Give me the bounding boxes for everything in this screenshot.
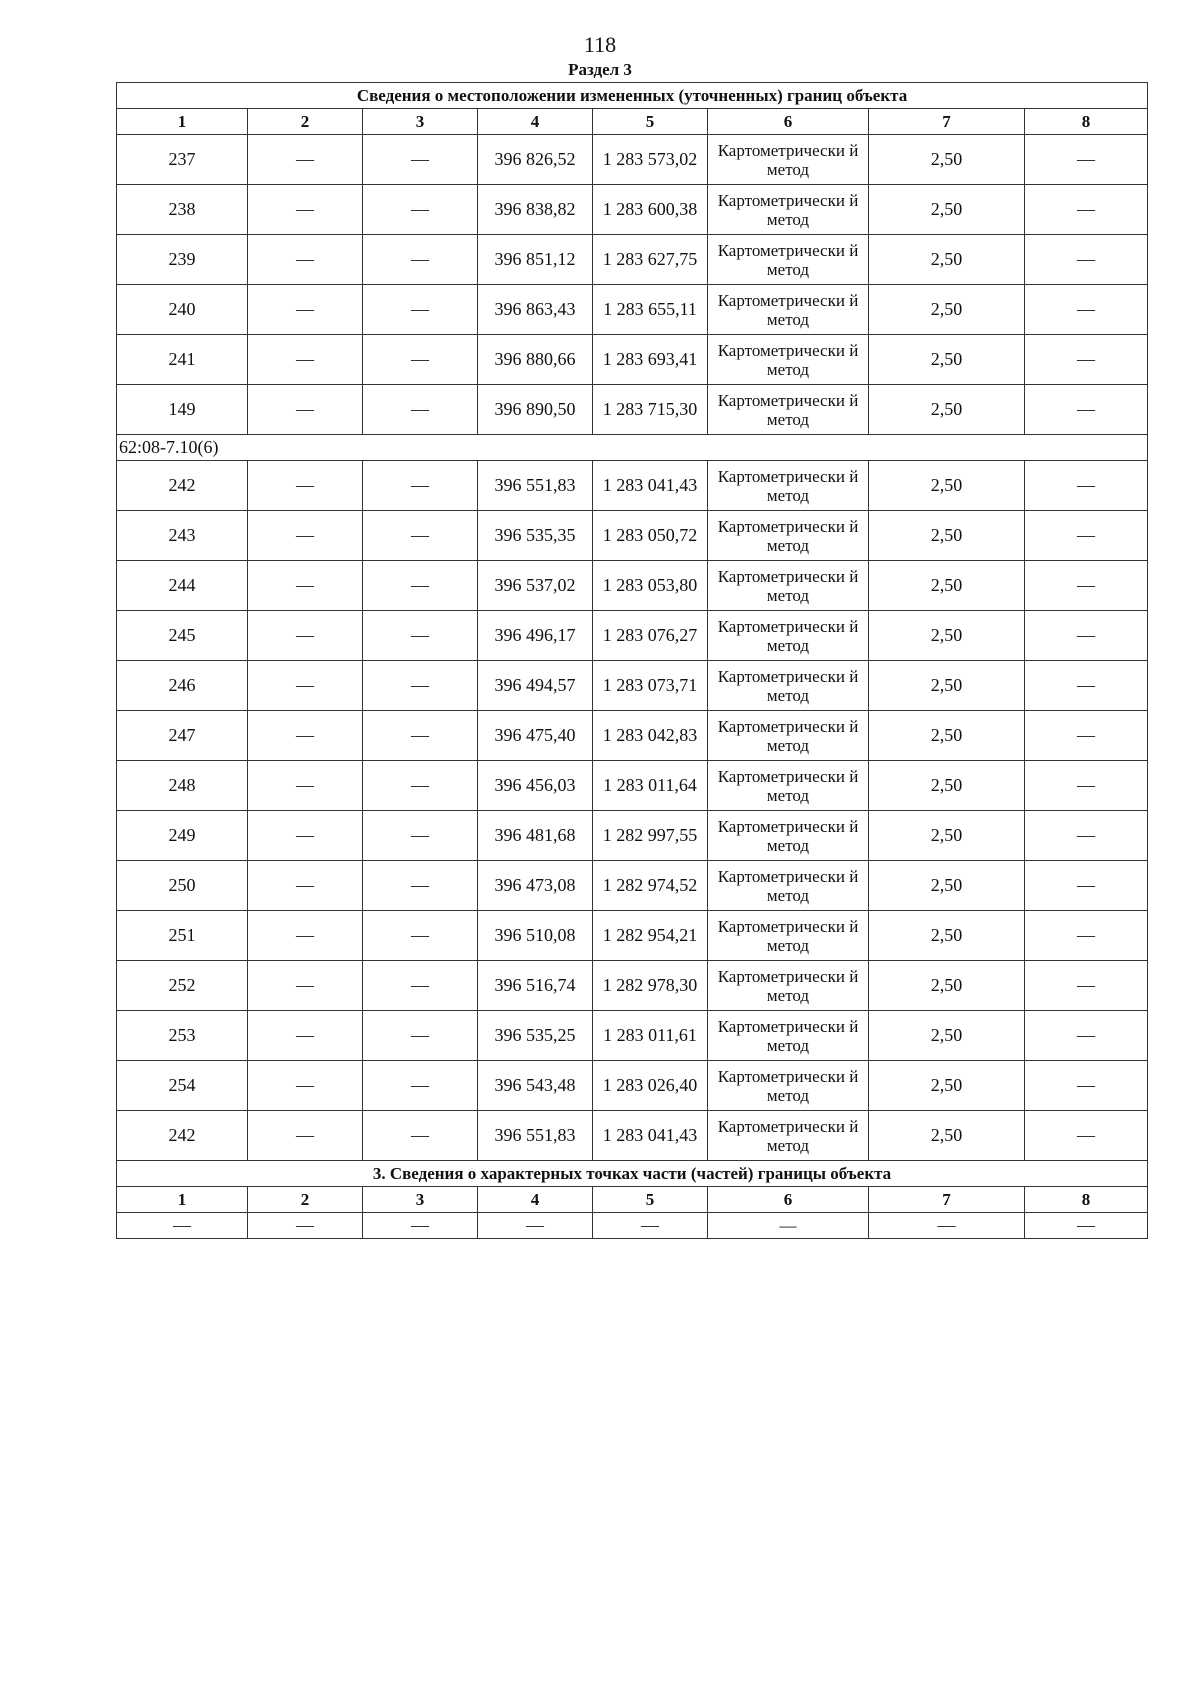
table-cell: — bbox=[363, 1011, 478, 1061]
table-cell: — bbox=[248, 861, 363, 911]
table-cell: — bbox=[708, 1213, 869, 1239]
table-cell: 1 283 011,61 bbox=[593, 1011, 708, 1061]
table-row bbox=[117, 185, 1148, 235]
table-cell: 1 283 655,11 bbox=[593, 285, 708, 335]
table-cell: 2,50 bbox=[869, 385, 1025, 435]
table-cell: 243 bbox=[117, 511, 248, 561]
subsection-title bbox=[117, 1161, 1148, 1187]
table-cell: — bbox=[1025, 461, 1148, 511]
table-cell: 247 bbox=[117, 711, 248, 761]
table-cell: — bbox=[1025, 1213, 1148, 1239]
table-cell: — bbox=[363, 961, 478, 1011]
subsection-title-cell: 3. Сведения о характерных точках части (частей) границы объекта bbox=[117, 1161, 1148, 1187]
table-row bbox=[117, 335, 1148, 385]
table-row bbox=[117, 1111, 1148, 1161]
table-cell: — bbox=[1025, 861, 1148, 911]
table-cell: 2,50 bbox=[869, 461, 1025, 511]
table-row bbox=[117, 711, 1148, 761]
table-cell: — bbox=[1025, 661, 1148, 711]
table-cell: — bbox=[248, 1061, 363, 1111]
table-cell: Картометрически й метод bbox=[708, 461, 869, 511]
table-cell: — bbox=[248, 711, 363, 761]
table-cell: — bbox=[1025, 561, 1148, 611]
column-header: 8 bbox=[1025, 1187, 1148, 1213]
table-cell: Картометрически й метод bbox=[708, 385, 869, 435]
table-cell: 1 282 974,52 bbox=[593, 861, 708, 911]
table-cell: 2,50 bbox=[869, 811, 1025, 861]
table-cell: — bbox=[363, 861, 478, 911]
table-cell: Картометрически й метод bbox=[708, 861, 869, 911]
table-cell: — bbox=[248, 385, 363, 435]
table-cell: 2,50 bbox=[869, 761, 1025, 811]
table-cell: 149 bbox=[117, 385, 248, 435]
column-header: 7 bbox=[869, 1187, 1025, 1213]
table-cell: — bbox=[363, 1213, 478, 1239]
table-cell: 242 bbox=[117, 1111, 248, 1161]
column-header: 7 bbox=[869, 109, 1025, 135]
table-cell: 396 535,25 bbox=[478, 1011, 593, 1061]
table-cell: — bbox=[248, 761, 363, 811]
table-cell: 2,50 bbox=[869, 911, 1025, 961]
table-cell: 2,50 bbox=[869, 611, 1025, 661]
table-cell: 396 510,08 bbox=[478, 911, 593, 961]
column-header: 8 bbox=[1025, 109, 1148, 135]
column-header: 2 bbox=[248, 1187, 363, 1213]
table-cell: 396 826,52 bbox=[478, 135, 593, 185]
table-cell: Картометрически й метод bbox=[708, 135, 869, 185]
table-cell: 238 bbox=[117, 185, 248, 235]
table-cell: — bbox=[363, 135, 478, 185]
table-cell: — bbox=[363, 285, 478, 335]
table-cell: — bbox=[363, 1111, 478, 1161]
table-cell: — bbox=[248, 335, 363, 385]
table-cell: 2,50 bbox=[869, 1061, 1025, 1111]
table-title-cell: Сведения о местоположении измененных (уточненных) границ объекта bbox=[117, 83, 1148, 109]
table-cell: 244 bbox=[117, 561, 248, 611]
table-cell: 1 283 011,64 bbox=[593, 761, 708, 811]
table-cell: 1 283 050,72 bbox=[593, 511, 708, 561]
column-header: 1 bbox=[117, 1187, 248, 1213]
table-cell: Картометрически й метод bbox=[708, 711, 869, 761]
table-cell: 1 283 573,02 bbox=[593, 135, 708, 185]
table-cell: Картометрически й метод bbox=[708, 185, 869, 235]
table-cell: — bbox=[1025, 961, 1148, 1011]
table-row bbox=[117, 385, 1148, 435]
table-row bbox=[117, 461, 1148, 511]
table-cell: 396 475,40 bbox=[478, 711, 593, 761]
header-row bbox=[117, 109, 1148, 135]
table-cell: — bbox=[363, 561, 478, 611]
table-cell: 396 851,12 bbox=[478, 235, 593, 285]
table-cell: 396 880,66 bbox=[478, 335, 593, 385]
table-cell: 2,50 bbox=[869, 1111, 1025, 1161]
table-cell: 1 283 693,41 bbox=[593, 335, 708, 385]
table-cell: — bbox=[248, 911, 363, 961]
table-row bbox=[117, 861, 1148, 911]
table-cell: 251 bbox=[117, 911, 248, 961]
table-cell: Картометрически й метод bbox=[708, 811, 869, 861]
table-cell: 1 283 041,43 bbox=[593, 461, 708, 511]
table-cell: — bbox=[363, 511, 478, 561]
table-cell: 1 283 042,83 bbox=[593, 711, 708, 761]
table-cell: 2,50 bbox=[869, 711, 1025, 761]
table-cell: — bbox=[869, 1213, 1025, 1239]
table-cell: — bbox=[363, 661, 478, 711]
table-cell: 1 283 053,80 bbox=[593, 561, 708, 611]
table-cell: — bbox=[1025, 911, 1148, 961]
table-cell: — bbox=[1025, 511, 1148, 561]
table-cell: 242 bbox=[117, 461, 248, 511]
table-title bbox=[117, 83, 1148, 109]
table-cell: 240 bbox=[117, 285, 248, 335]
table-cell: 396 863,43 bbox=[478, 285, 593, 335]
table-cell: 396 838,82 bbox=[478, 185, 593, 235]
table-row bbox=[117, 911, 1148, 961]
table-cell: 2,50 bbox=[869, 135, 1025, 185]
table-cell: — bbox=[363, 335, 478, 385]
table-cell: — bbox=[363, 235, 478, 285]
table-cell: 1 282 997,55 bbox=[593, 811, 708, 861]
table-cell: — bbox=[363, 1061, 478, 1111]
column-header: 3 bbox=[363, 109, 478, 135]
table-row bbox=[117, 285, 1148, 335]
column-header: 4 bbox=[478, 1187, 593, 1213]
column-header: 5 bbox=[593, 109, 708, 135]
table-cell: 2,50 bbox=[869, 861, 1025, 911]
group-label bbox=[117, 435, 1148, 461]
table-cell: — bbox=[1025, 335, 1148, 385]
table-cell: — bbox=[248, 461, 363, 511]
table-cell: 254 bbox=[117, 1061, 248, 1111]
table-cell: — bbox=[1025, 135, 1148, 185]
table-cell: — bbox=[248, 561, 363, 611]
table-cell: — bbox=[1025, 235, 1148, 285]
table-cell: 396 890,50 bbox=[478, 385, 593, 435]
table-row bbox=[117, 135, 1148, 185]
group-label-cell: 62:08-7.10(6) bbox=[117, 435, 1148, 461]
column-header: 4 bbox=[478, 109, 593, 135]
table-cell: — bbox=[248, 1011, 363, 1061]
table-cell: Картометрически й метод bbox=[708, 511, 869, 561]
table-cell: Картометрически й метод bbox=[708, 611, 869, 661]
table-cell: — bbox=[593, 1213, 708, 1239]
table-cell: 248 bbox=[117, 761, 248, 811]
table-cell: — bbox=[1025, 1061, 1148, 1111]
table-cell: 396 551,83 bbox=[478, 1111, 593, 1161]
table-row bbox=[117, 511, 1148, 561]
table-cell: — bbox=[478, 1213, 593, 1239]
table-cell: — bbox=[248, 235, 363, 285]
table-row bbox=[117, 661, 1148, 711]
table-cell: Картометрически й метод bbox=[708, 1061, 869, 1111]
table-cell: — bbox=[248, 1111, 363, 1161]
table-cell: — bbox=[248, 511, 363, 561]
table-cell: 1 283 076,27 bbox=[593, 611, 708, 661]
table-cell: 1 283 026,40 bbox=[593, 1061, 708, 1111]
table-cell: Картометрически й метод bbox=[708, 761, 869, 811]
table-cell: — bbox=[1025, 761, 1148, 811]
section-title: Раздел 3 bbox=[568, 60, 632, 79]
table-cell: — bbox=[248, 961, 363, 1011]
table-cell: — bbox=[248, 811, 363, 861]
table-cell: 2,50 bbox=[869, 285, 1025, 335]
table-cell: 1 283 715,30 bbox=[593, 385, 708, 435]
table-cell: 396 473,08 bbox=[478, 861, 593, 911]
table-cell: — bbox=[1025, 711, 1148, 761]
table-cell: 396 494,57 bbox=[478, 661, 593, 711]
table-cell: — bbox=[248, 661, 363, 711]
column-header: 6 bbox=[708, 109, 869, 135]
table-cell: 396 537,02 bbox=[478, 561, 593, 611]
table-row bbox=[117, 1011, 1148, 1061]
table-cell: Картометрически й метод bbox=[708, 1111, 869, 1161]
table-cell: — bbox=[248, 185, 363, 235]
table-cell: Картометрически й метод bbox=[708, 1011, 869, 1061]
table-cell: — bbox=[1025, 811, 1148, 861]
table-row bbox=[117, 235, 1148, 285]
table-cell: 1 282 978,30 bbox=[593, 961, 708, 1011]
table-cell: Картометрически й метод bbox=[708, 335, 869, 385]
table-cell: 1 283 041,43 bbox=[593, 1111, 708, 1161]
table-cell: 2,50 bbox=[869, 561, 1025, 611]
table-cell: — bbox=[363, 385, 478, 435]
table-row bbox=[117, 961, 1148, 1011]
table-cell: Картометрически й метод bbox=[708, 911, 869, 961]
table-cell: Картометрически й метод bbox=[708, 235, 869, 285]
table-cell: 396 496,17 bbox=[478, 611, 593, 661]
table-cell: 239 bbox=[117, 235, 248, 285]
table-cell: 246 bbox=[117, 661, 248, 711]
table-cell: — bbox=[363, 711, 478, 761]
table-cell: 2,50 bbox=[869, 661, 1025, 711]
table-cell: 237 bbox=[117, 135, 248, 185]
table-cell: Картометрически й метод bbox=[708, 561, 869, 611]
table-cell: — bbox=[363, 611, 478, 661]
table-cell: 2,50 bbox=[869, 235, 1025, 285]
table-cell: 1 283 627,75 bbox=[593, 235, 708, 285]
table-cell: — bbox=[1025, 1011, 1148, 1061]
table-cell: — bbox=[1025, 385, 1148, 435]
table-cell: 2,50 bbox=[869, 335, 1025, 385]
table-cell: Картометрически й метод bbox=[708, 961, 869, 1011]
table-cell: — bbox=[248, 285, 363, 335]
table-cell: — bbox=[1025, 185, 1148, 235]
table-cell: 396 516,74 bbox=[478, 961, 593, 1011]
table-row bbox=[117, 561, 1148, 611]
table-cell: 396 551,83 bbox=[478, 461, 593, 511]
table-cell: 250 bbox=[117, 861, 248, 911]
column-header: 2 bbox=[248, 109, 363, 135]
table-row bbox=[117, 811, 1148, 861]
header-row bbox=[117, 1187, 1148, 1213]
table-cell: 241 bbox=[117, 335, 248, 385]
column-header: 3 bbox=[363, 1187, 478, 1213]
column-header: 5 bbox=[593, 1187, 708, 1213]
table-cell: 252 bbox=[117, 961, 248, 1011]
table-cell: — bbox=[1025, 285, 1148, 335]
table-cell: — bbox=[363, 761, 478, 811]
table-cell: 2,50 bbox=[869, 1011, 1025, 1061]
column-header: 6 bbox=[708, 1187, 869, 1213]
table-cell: 1 283 600,38 bbox=[593, 185, 708, 235]
column-header: 1 bbox=[117, 109, 248, 135]
table-cell: 396 481,68 bbox=[478, 811, 593, 861]
table-cell: 396 543,48 bbox=[478, 1061, 593, 1111]
table-cell: — bbox=[117, 1213, 248, 1239]
table-cell: — bbox=[248, 611, 363, 661]
table-cell: — bbox=[363, 461, 478, 511]
page-number: 118 bbox=[583, 32, 617, 57]
table-row bbox=[117, 761, 1148, 811]
table-cell: Картометрически й метод bbox=[708, 661, 869, 711]
table-cell: — bbox=[363, 185, 478, 235]
table-cell: 2,50 bbox=[869, 511, 1025, 561]
table-cell: — bbox=[363, 911, 478, 961]
table-row bbox=[117, 611, 1148, 661]
table-cell: — bbox=[248, 1213, 363, 1239]
table-cell: 2,50 bbox=[869, 961, 1025, 1011]
table-cell: Картометрически й метод bbox=[708, 285, 869, 335]
table-cell: 1 282 954,21 bbox=[593, 911, 708, 961]
table-cell: — bbox=[363, 811, 478, 861]
table-cell: 1 283 073,71 bbox=[593, 661, 708, 711]
table-cell: — bbox=[1025, 1111, 1148, 1161]
table-row bbox=[117, 1213, 1148, 1239]
table-cell: 245 bbox=[117, 611, 248, 661]
table-cell: 396 535,35 bbox=[478, 511, 593, 561]
table-cell: 2,50 bbox=[869, 185, 1025, 235]
table-cell: — bbox=[1025, 611, 1148, 661]
table-row bbox=[117, 1061, 1148, 1111]
table-cell: 249 bbox=[117, 811, 248, 861]
table-cell: 253 bbox=[117, 1011, 248, 1061]
table-cell: 396 456,03 bbox=[478, 761, 593, 811]
table-cell: — bbox=[248, 135, 363, 185]
coordinates-table bbox=[116, 82, 1148, 1239]
